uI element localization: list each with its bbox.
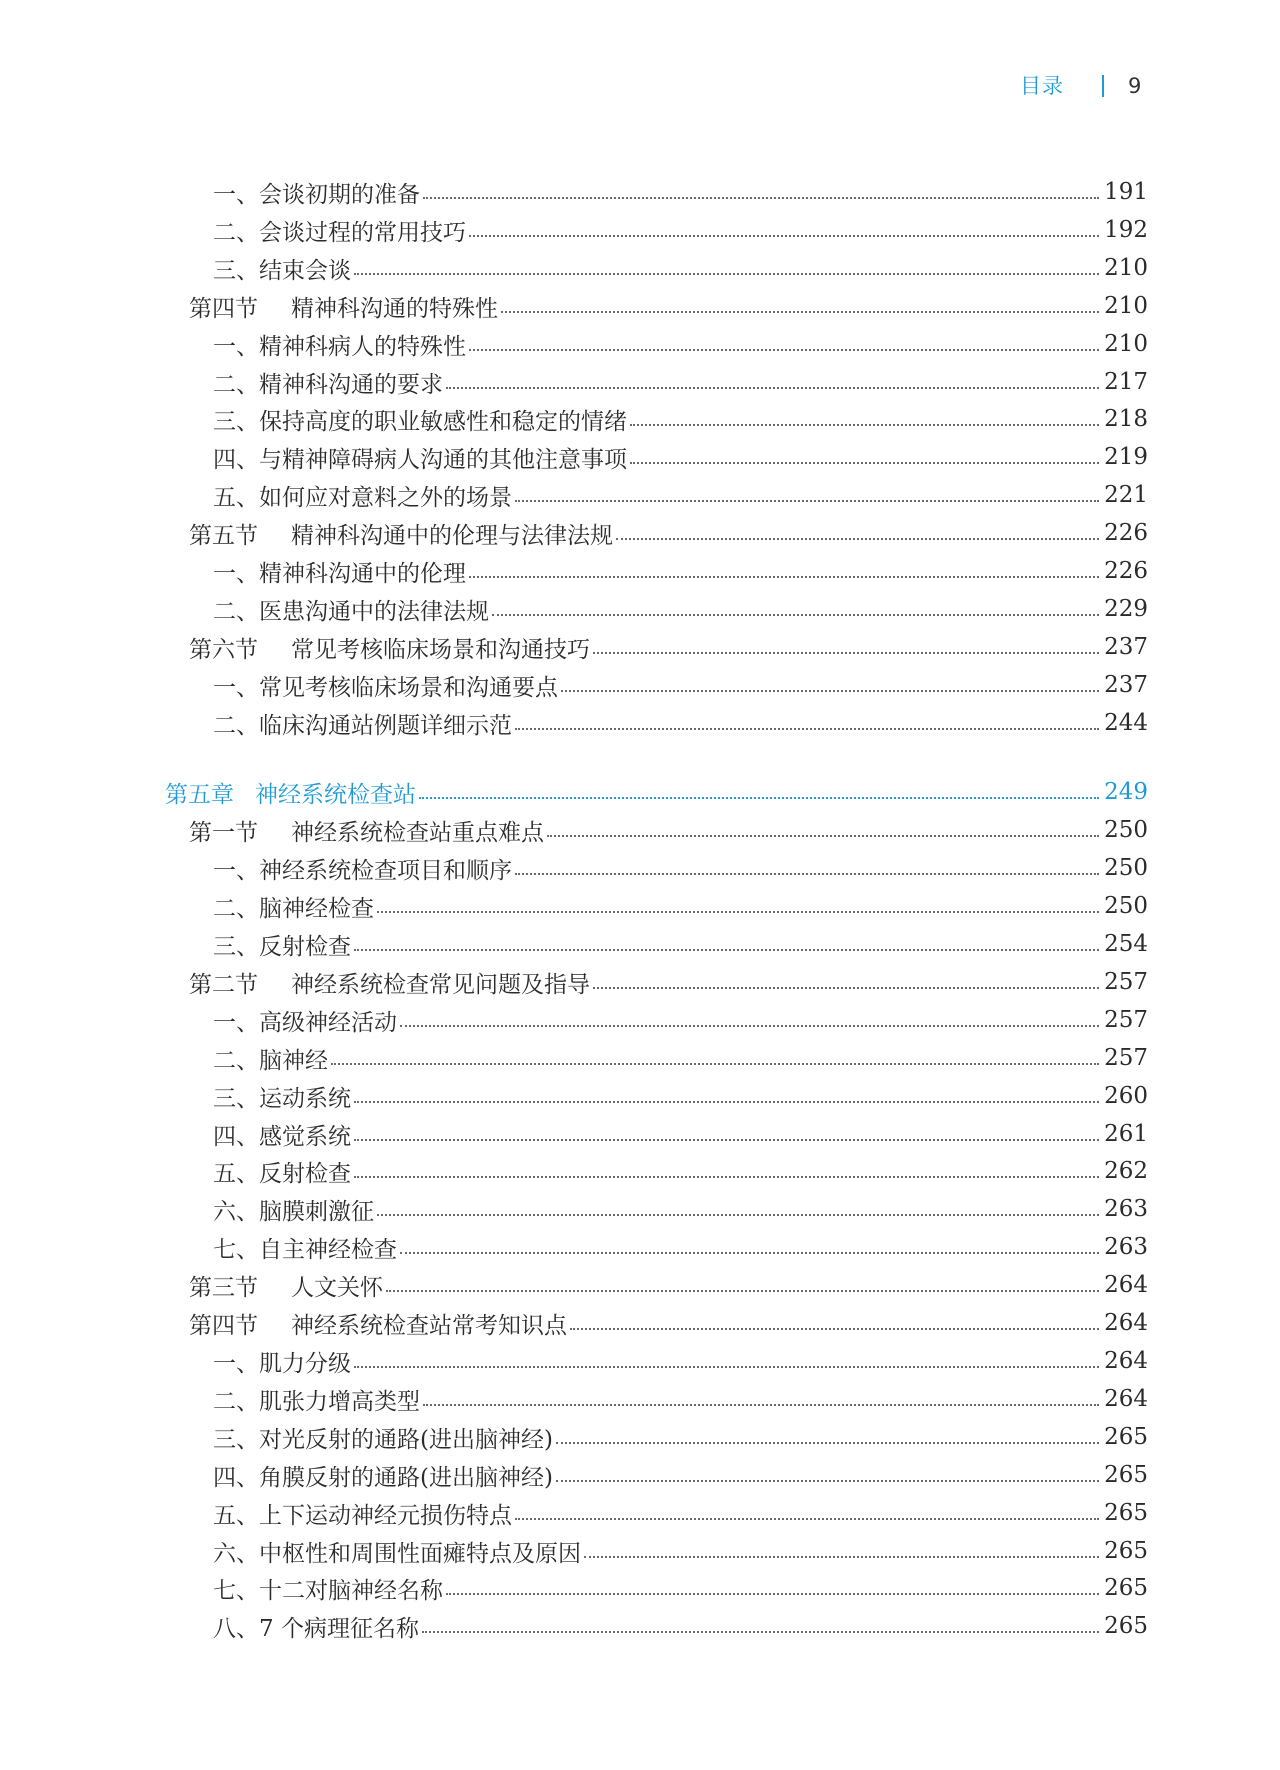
toc-item-entry[interactable]	[213, 1228, 1148, 1266]
toc-item-entry[interactable]	[213, 1532, 1148, 1570]
toc-entry-label: 七、十二对脑神经名称	[213, 1577, 443, 1604]
toc-entry-label: 三、对光反射的通路(进出脑神经)	[213, 1426, 553, 1453]
toc-entry-label: 六、脑膜刺激征	[213, 1198, 374, 1225]
toc-item-entry[interactable]	[213, 666, 1148, 704]
dot-leader	[630, 424, 1099, 426]
toc-entry-label: 五、如何应对意料之外的场景	[213, 484, 512, 511]
toc-entry-label: 一、精神科病人的特殊性	[213, 333, 466, 360]
dot-leader	[386, 1290, 1099, 1292]
toc-entry-label: 五、反射检查	[213, 1160, 351, 1187]
toc-entry-label: 一、精神科沟通中的伦理	[213, 560, 466, 587]
toc-page-number: 218	[1104, 406, 1148, 432]
dot-leader	[354, 1139, 1099, 1141]
toc-page-number: 265	[1104, 1613, 1148, 1639]
toc-item-entry[interactable]	[213, 400, 1148, 438]
toc-entry-heading	[189, 1307, 570, 1340]
toc-section-entry[interactable]	[189, 963, 1148, 1001]
toc-item-entry[interactable]	[213, 325, 1148, 363]
toc-page-number: 191	[1104, 179, 1148, 205]
toc-page-number: 226	[1104, 558, 1148, 584]
section-title: 人文关怀	[291, 1274, 383, 1301]
toc-entry-label: 六、中枢性和周围性面瘫特点及原因	[213, 1540, 581, 1567]
toc-item-entry[interactable]	[213, 1001, 1148, 1039]
dot-leader	[446, 1593, 1099, 1595]
section-title: 神经系统检查站常考知识点	[291, 1312, 567, 1339]
toc-section-entry[interactable]	[189, 1266, 1148, 1304]
section-number: 第三节	[189, 1274, 258, 1301]
dot-leader	[593, 987, 1099, 989]
toc-page-number: 237	[1104, 634, 1148, 660]
toc-entry-label: 二、脑神经检查	[213, 895, 374, 922]
dot-leader	[400, 1025, 1099, 1027]
section-number: 第二节	[189, 971, 258, 998]
toc-entry-label: 四、与精神障碍病人沟通的其他注意事项	[213, 446, 627, 473]
toc-section-entry[interactable]	[189, 287, 1148, 325]
toc-entry-label: 一、神经系统检查项目和顺序	[213, 857, 512, 884]
section-number: 第五节	[189, 522, 258, 549]
dot-leader	[400, 1252, 1099, 1254]
toc-entry-label: 七、自主神经检查	[213, 1236, 397, 1263]
toc-page-number: 250	[1104, 893, 1148, 919]
toc-page-number: 210	[1104, 331, 1148, 357]
toc-entry-label: 三、反射检查	[213, 933, 351, 960]
chapter-title: 神经系统检查站	[255, 781, 416, 808]
dot-leader	[446, 387, 1099, 389]
toc-section-entry[interactable]	[189, 811, 1148, 849]
toc-section-entry[interactable]	[189, 1304, 1148, 1342]
dot-leader	[469, 576, 1099, 578]
dot-leader	[593, 652, 1099, 654]
section-number: 第四节	[189, 1312, 258, 1339]
toc-page-number: 210	[1104, 293, 1148, 319]
dot-leader	[354, 949, 1099, 951]
toc-page-number: 265	[1104, 1575, 1148, 1601]
page-header	[900, 66, 1170, 106]
toc-item-entry[interactable]	[213, 552, 1148, 590]
toc-page-number: 263	[1104, 1196, 1148, 1222]
dot-leader	[515, 500, 1099, 502]
toc-item-entry[interactable]	[213, 1039, 1148, 1077]
toc-item-entry[interactable]	[213, 849, 1148, 887]
toc-page-number: 244	[1104, 710, 1148, 736]
toc-item-entry[interactable]	[213, 1380, 1148, 1418]
section-title: 神经系统检查常见问题及指导	[291, 971, 590, 998]
toc-entry-heading	[189, 1269, 386, 1302]
toc-entry-label: 三、结束会谈	[213, 257, 351, 284]
dot-leader	[515, 1518, 1099, 1520]
dot-leader	[354, 273, 1099, 275]
toc-entry-label: 一、常见考核临床场景和沟通要点	[213, 674, 558, 701]
dot-leader	[630, 462, 1099, 464]
toc-page-number: 264	[1104, 1272, 1148, 1298]
toc-entry-label: 一、高级神经活动	[213, 1009, 397, 1036]
toc-page-number: 221	[1104, 482, 1148, 508]
dot-leader	[354, 1101, 1099, 1103]
dot-leader	[377, 1214, 1099, 1216]
toc-page-number: 219	[1104, 444, 1148, 470]
toc-entry-heading	[189, 517, 616, 550]
dot-leader	[331, 1063, 1099, 1065]
toc-item-entry[interactable]	[213, 249, 1148, 287]
toc-entry-label: 四、感觉系统	[213, 1123, 351, 1150]
chapter-number: 第五章	[165, 781, 234, 808]
dot-leader	[616, 538, 1099, 540]
toc-page-number: 229	[1104, 596, 1148, 622]
toc-entry-label: 八、7 个病理征名称	[213, 1615, 419, 1642]
toc-entry-heading	[189, 290, 501, 323]
toc-section-entry[interactable]	[189, 514, 1148, 552]
header-divider	[1102, 75, 1104, 97]
toc-entry-label: 二、临床沟通站例题详细示范	[213, 712, 512, 739]
toc-item-entry[interactable]	[213, 1152, 1148, 1190]
toc-page-number: 257	[1104, 1007, 1148, 1033]
toc-page-number: 257	[1104, 1045, 1148, 1071]
toc-page-number: 265	[1104, 1538, 1148, 1564]
toc-page-number: 265	[1104, 1462, 1148, 1488]
toc-section-entry[interactable]	[189, 628, 1148, 666]
toc-item-entry[interactable]	[213, 1077, 1148, 1115]
section-title: 常见考核临床场景和沟通技巧	[291, 636, 590, 663]
toc-item-entry[interactable]	[213, 476, 1148, 514]
header-page-number: 9	[1128, 74, 1142, 98]
dot-leader	[423, 1404, 1099, 1406]
toc-entry-label: 三、保持高度的职业敏感性和稳定的情绪	[213, 408, 627, 435]
toc-page-number: 237	[1104, 672, 1148, 698]
toc-entry-label: 一、会谈初期的准备	[213, 181, 420, 208]
toc-entry-heading	[189, 966, 593, 999]
toc-page-number: 249	[1104, 779, 1148, 805]
toc-page-number: 261	[1104, 1121, 1148, 1147]
toc-item-entry[interactable]	[213, 1456, 1148, 1494]
toc-page-number: 263	[1104, 1234, 1148, 1260]
section-number: 第六节	[189, 636, 258, 663]
dot-leader	[419, 797, 1099, 799]
toc-entry-label: 二、精神科沟通的要求	[213, 371, 443, 398]
toc-page-number: 254	[1104, 931, 1148, 957]
dot-leader	[570, 1328, 1099, 1330]
toc-item-entry[interactable]	[213, 1342, 1148, 1380]
dot-leader	[547, 835, 1099, 837]
dot-leader	[501, 311, 1099, 313]
toc-entry-heading	[189, 814, 547, 847]
section-title: 精神科沟通的特殊性	[291, 295, 498, 322]
toc-item-entry[interactable]	[213, 1494, 1148, 1532]
toc-page-number: 265	[1104, 1424, 1148, 1450]
section-number: 第四节	[189, 295, 258, 322]
header-title: 目录	[1020, 74, 1064, 98]
toc-entry-label: 二、脑神经	[213, 1047, 328, 1074]
dot-leader	[423, 197, 1099, 199]
dot-leader	[584, 1556, 1099, 1558]
dot-leader	[561, 690, 1099, 692]
toc-entry-label: 二、会谈过程的常用技巧	[213, 219, 466, 246]
toc-entry-label: 四、角膜反射的通路(进出脑神经)	[213, 1464, 553, 1491]
toc-page-number: 260	[1104, 1083, 1148, 1109]
toc-page-number: 262	[1104, 1158, 1148, 1184]
toc-entry-label: 三、运动系统	[213, 1085, 351, 1112]
toc-item-entry[interactable]	[213, 590, 1148, 628]
dot-leader	[492, 614, 1099, 616]
dot-leader	[469, 349, 1099, 351]
toc-item-entry[interactable]	[213, 211, 1148, 249]
toc-item-entry[interactable]	[213, 1115, 1148, 1153]
dot-leader	[354, 1366, 1099, 1368]
toc-entry-heading	[165, 776, 419, 809]
toc-item-entry[interactable]	[213, 1607, 1148, 1645]
toc-item-entry[interactable]	[213, 363, 1148, 401]
toc-page-number: 265	[1104, 1500, 1148, 1526]
toc-page-number: 264	[1104, 1386, 1148, 1412]
toc-entry-label: 二、医患沟通中的法律法规	[213, 598, 489, 625]
toc-item-entry[interactable]	[213, 1418, 1148, 1456]
dot-leader	[515, 728, 1099, 730]
section-title: 神经系统检查站重点难点	[291, 819, 544, 846]
toc-page-number: 264	[1104, 1348, 1148, 1374]
toc-item-entry[interactable]	[213, 173, 1148, 211]
toc-item-entry[interactable]	[213, 925, 1148, 963]
toc-entry-label: 一、肌力分级	[213, 1350, 351, 1377]
dot-leader	[377, 911, 1099, 913]
toc-page-number: 192	[1104, 217, 1148, 243]
toc-entry-heading	[189, 631, 593, 664]
toc-item-entry[interactable]	[213, 438, 1148, 476]
toc-entry-label: 二、肌张力增高类型	[213, 1388, 420, 1415]
toc-page-number: 217	[1104, 369, 1148, 395]
section-title: 精神科沟通中的伦理与法律法规	[291, 522, 613, 549]
toc-page-number: 264	[1104, 1310, 1148, 1336]
dot-leader	[469, 235, 1099, 237]
dot-leader	[556, 1442, 1099, 1444]
toc-page-number: 250	[1104, 817, 1148, 843]
toc-item-entry[interactable]	[213, 1569, 1148, 1607]
toc-page-number: 250	[1104, 855, 1148, 881]
dot-leader	[354, 1176, 1099, 1178]
toc-item-entry[interactable]	[213, 887, 1148, 925]
toc-page-number: 210	[1104, 255, 1148, 281]
toc-chapter-entry[interactable]	[165, 773, 1148, 811]
toc-item-entry[interactable]	[213, 1190, 1148, 1228]
dot-leader	[422, 1631, 1099, 1633]
toc-page-number: 226	[1104, 520, 1148, 546]
toc-item-entry[interactable]	[213, 704, 1148, 742]
toc-entry-label: 五、上下运动神经元损伤特点	[213, 1502, 512, 1529]
dot-leader	[515, 873, 1099, 875]
section-number: 第一节	[189, 819, 258, 846]
dot-leader	[556, 1480, 1099, 1482]
toc-page-number: 257	[1104, 969, 1148, 995]
